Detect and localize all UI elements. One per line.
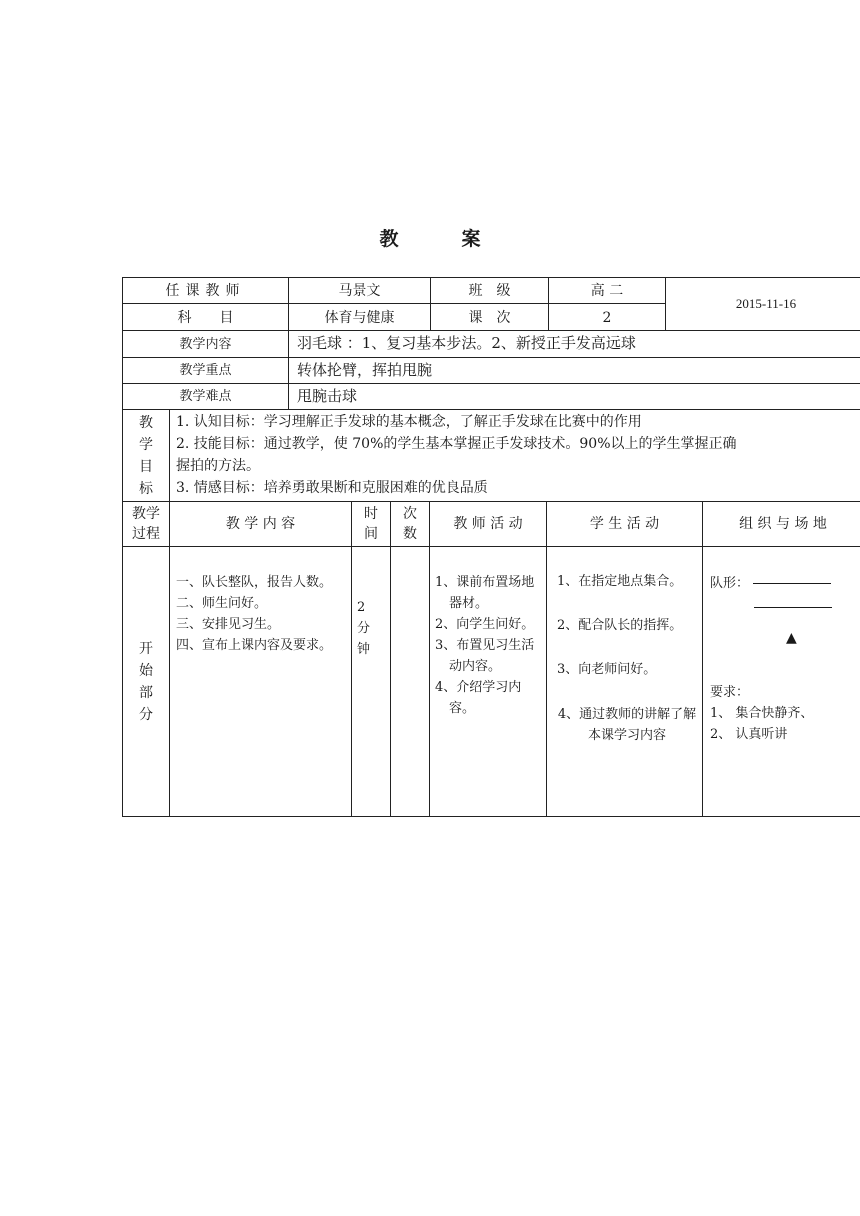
content-label: 教学内容 xyxy=(179,337,232,352)
document-title: 教 案 xyxy=(379,228,503,250)
subject-value: 体育与健康 xyxy=(324,310,395,326)
time-char: 分 xyxy=(357,621,371,636)
requirements-label: 要求： xyxy=(710,685,750,700)
key-points-value: 转体抡臂，挥拍甩腕 xyxy=(297,361,433,379)
content-column-header: 教 学 内 容 xyxy=(225,516,296,532)
time-header-line: 间 xyxy=(364,526,378,542)
count-header-line: 数 xyxy=(403,526,417,542)
stage-char: 部 xyxy=(139,685,153,701)
objective-line: 握拍的方法。 xyxy=(176,458,260,474)
process-header xyxy=(123,504,169,544)
process-header-line: 过程 xyxy=(132,526,160,542)
class-value: 高 二 xyxy=(590,283,624,299)
content-item: 一、队长整队，报告人数。 xyxy=(176,575,333,590)
stage-char: 分 xyxy=(139,707,153,723)
count-header-line: 次 xyxy=(403,506,417,522)
stage-char: 始 xyxy=(139,663,153,679)
time-char: 2 xyxy=(357,600,366,615)
teacher-label: 任课教师 xyxy=(165,283,246,299)
lesson-label: 课 次 xyxy=(468,310,511,326)
time-column-header xyxy=(352,504,390,544)
teacher-activity-item: 3、布置见习生活动内容。 xyxy=(435,638,535,674)
teacher-activity-header: 教 师 活 动 xyxy=(453,516,523,532)
formation-line xyxy=(753,583,831,584)
objectives-label-char: 标 xyxy=(139,481,153,497)
difficulty-value: 甩腕击球 xyxy=(297,387,358,405)
content-item: 四、宣布上课内容及要求。 xyxy=(176,638,333,653)
process-header-line: 教学 xyxy=(132,506,160,522)
objectives-label-char: 学 xyxy=(139,437,153,453)
opening-time xyxy=(357,597,387,660)
teacher-marker: ▲ xyxy=(786,630,797,646)
objective-line: 3. 情感目标：培养勇敢果断和克服困难的优良品质 xyxy=(176,480,488,496)
requirement-item: 1、 集合快静齐、 xyxy=(710,706,814,721)
lesson-value: 2 xyxy=(602,310,612,326)
date-value: 2015-11-16 xyxy=(735,296,797,311)
student-activity-item: 2、配合队长的指挥。 xyxy=(557,618,683,633)
opening-student-activities xyxy=(557,572,701,746)
stage-char: 开 xyxy=(139,641,153,657)
student-activity-header: 学 生 活 动 xyxy=(589,516,660,532)
formation-line xyxy=(754,607,832,608)
student-activity-item: 1、在指定地点集合。 xyxy=(557,574,683,589)
teacher-activity-item: 2、向学生问好。 xyxy=(435,617,535,632)
objectives-label xyxy=(123,412,169,500)
teacher-activity-item: 4、介绍学习内容。 xyxy=(435,680,522,716)
student-activity-item: 3、向老师问好。 xyxy=(557,662,657,677)
objectives-label-char: 目 xyxy=(139,459,153,475)
opening-stage-label xyxy=(123,638,169,726)
opening-content xyxy=(176,572,350,656)
key-points-label: 教学重点 xyxy=(179,363,232,378)
opening-organization xyxy=(710,574,860,745)
content-item: 三、安排见习生。 xyxy=(176,617,281,632)
opening-teacher-activities xyxy=(435,572,545,719)
objective-line: 1. 认知目标：学习理解正手发球的基本概念，了解正手发球在比赛中的作用 xyxy=(176,414,642,430)
content-item: 二、师生问好。 xyxy=(176,596,268,611)
count-column-header xyxy=(391,504,429,544)
objectives-label-char: 教 xyxy=(139,415,153,431)
formation-label: 队形： xyxy=(710,576,750,591)
content-value: 羽毛球 ：1、复习基本步法。2、新授正手发高远球 xyxy=(297,334,636,352)
teacher-activity-item: 1、课前布置场地器材。 xyxy=(435,575,535,611)
difficulty-label: 教学难点 xyxy=(179,389,232,404)
requirement-item: 2、 认真听讲 xyxy=(710,727,788,742)
subject-label: 科 目 xyxy=(177,310,234,326)
objective-line: 2. 技能目标：通过教学，使 70%的学生基本掌握正手发球技术。90%以上的学生掌握正确 xyxy=(176,436,737,452)
time-char: 钟 xyxy=(357,642,371,657)
time-header-line: 时 xyxy=(364,506,378,522)
organization-header: 组 织 与 场 地 xyxy=(739,516,827,532)
class-label: 班 级 xyxy=(468,283,511,299)
teacher-value: 马景文 xyxy=(338,283,381,299)
student-activity-item: 4、通过教师的讲解了解本课学习内容 xyxy=(557,707,697,743)
objectives-text xyxy=(176,411,860,499)
